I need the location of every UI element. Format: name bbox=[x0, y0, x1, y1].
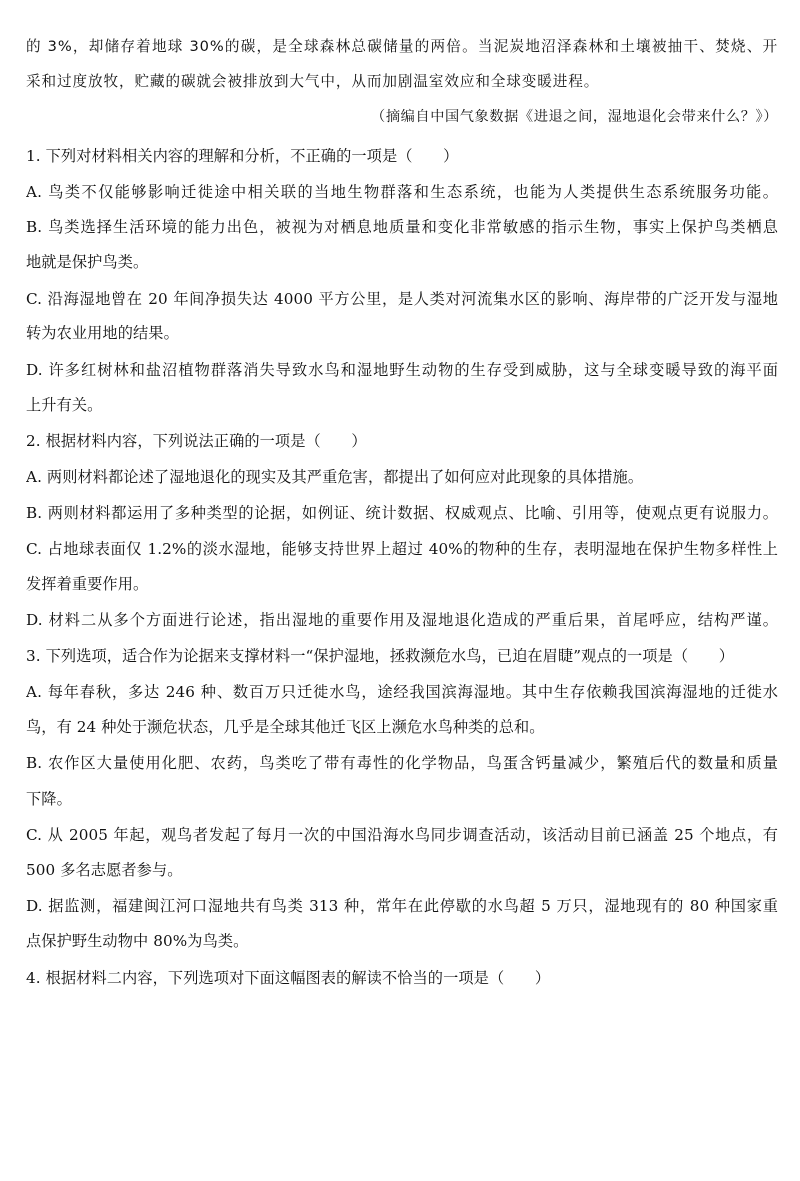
question-3-option-c: C. 从 2005 年起，观鸟者发起了每月一次的中国沿海水鸟同步调查活动，该活动目前已涵盖 25 个地点，有 bbox=[26, 826, 778, 844]
question-3-option-a: A. 每年春秋，多达 246 种、数百万只迁徙水鸟，途经我国滨海湿地。其中生存依赖我国滨海湿地的迁徙水 bbox=[26, 683, 778, 701]
question-2-stem: 2. 根据材料内容，下列说法正确的一项是（ ） bbox=[26, 432, 367, 450]
material-source-citation: （摘编自中国气象数据《进退之间，湿地退化会带来什么？》） bbox=[371, 109, 778, 125]
question-3-option-d-cont: 点保护野生动物中 80%为鸟类。 bbox=[26, 932, 249, 950]
question-1-option-b: B. 鸟类选择生活环境的能力出色，被视为对栖息地质量和变化非常敏感的指示生物，事实上保护鸟类栖息 bbox=[26, 218, 778, 236]
question-3-option-a-cont: 鸟，有 24 种处于濒危状态，几乎是全球其他迁飞区上濒危水鸟种类的总和。 bbox=[26, 718, 545, 736]
question-3-option-c-cont: 500 多名志愿者参与。 bbox=[26, 861, 183, 879]
material-text-line: 的 3%，却储存着地球 30%的碳，是全球森林总碳储量的两倍。当泥炭地沼泽森林和土壤被抽干、焚烧、开 bbox=[26, 38, 778, 55]
question-3-stem: 3. 下列选项，适合作为论据来支撑材料一“保护湿地，拯救濒危水鸟，已迫在眉睫”观点的一项是（ ） bbox=[26, 647, 734, 665]
question-3-option-d: D. 据监测，福建闽江河口湿地共有鸟类 313 种，常年在此停歇的水鸟超 5 万只，湿地现有的 80 种国家重 bbox=[26, 897, 778, 915]
question-1-option-b-cont: 地就是保护鸟类。 bbox=[26, 253, 149, 271]
question-2-option-d: D. 材料二从多个方面进行论述，指出湿地的重要作用及湿地退化造成的严重后果，首尾呼应，结构严谨。 bbox=[26, 611, 778, 629]
question-1-option-a: A. 鸟类不仅能够影响迁徙途中相关联的当地生物群落和生态系统，也能为人类提供生态系统服务功能。 bbox=[26, 183, 778, 201]
question-2-option-c: C. 占地球表面仅 1.2%的淡水湿地，能够支持世界上超过 40%的物种的生存，表明湿地在保护生物多样性上 bbox=[26, 540, 778, 558]
question-3-option-b: B. 农作区大量使用化肥、农药，鸟类吃了带有毒性的化学物品，鸟蛋含钙量减少，繁殖后代的数量和质量 bbox=[26, 754, 778, 772]
question-2-option-c-cont: 发挥着重要作用。 bbox=[26, 575, 149, 593]
material-text-line: 采和过度放牧，贮藏的碳就会被排放到大气中，从而加剧温室效应和全球变暖进程。 bbox=[26, 73, 600, 90]
question-1-option-c: C. 沿海湿地曾在 20 年间净损失达 4000 平方公里，是人类对河流集水区的影响、海岸带的广泛开发与湿地 bbox=[26, 290, 778, 308]
question-1-option-d: D. 许多红树林和盐沼植物群落消失导致水鸟和湿地野生动物的生存受到威胁，这与全球变暖导致的海平面 bbox=[26, 361, 778, 379]
question-1-stem: 1. 下列对材料相关内容的理解和分析，不正确的一项是（ ） bbox=[26, 147, 459, 165]
question-3-option-b-cont: 下降。 bbox=[26, 790, 72, 808]
question-1-option-c-cont: 转为农业用地的结果。 bbox=[26, 324, 179, 342]
question-4-stem: 4. 根据材料二内容，下列选项对下面这幅图表的解读不恰当的一项是（ ） bbox=[26, 969, 551, 987]
question-2-option-b: B. 两则材料都运用了多种类型的论据，如例证、统计数据、权威观点、比喻、引用等，使观点更有说服力。 bbox=[26, 504, 778, 522]
question-2-option-a: A. 两则材料都论述了湿地退化的现实及其严重危害，都提出了如何应对此现象的具体措施。 bbox=[26, 468, 644, 486]
question-1-option-d-cont: 上升有关。 bbox=[26, 396, 103, 414]
